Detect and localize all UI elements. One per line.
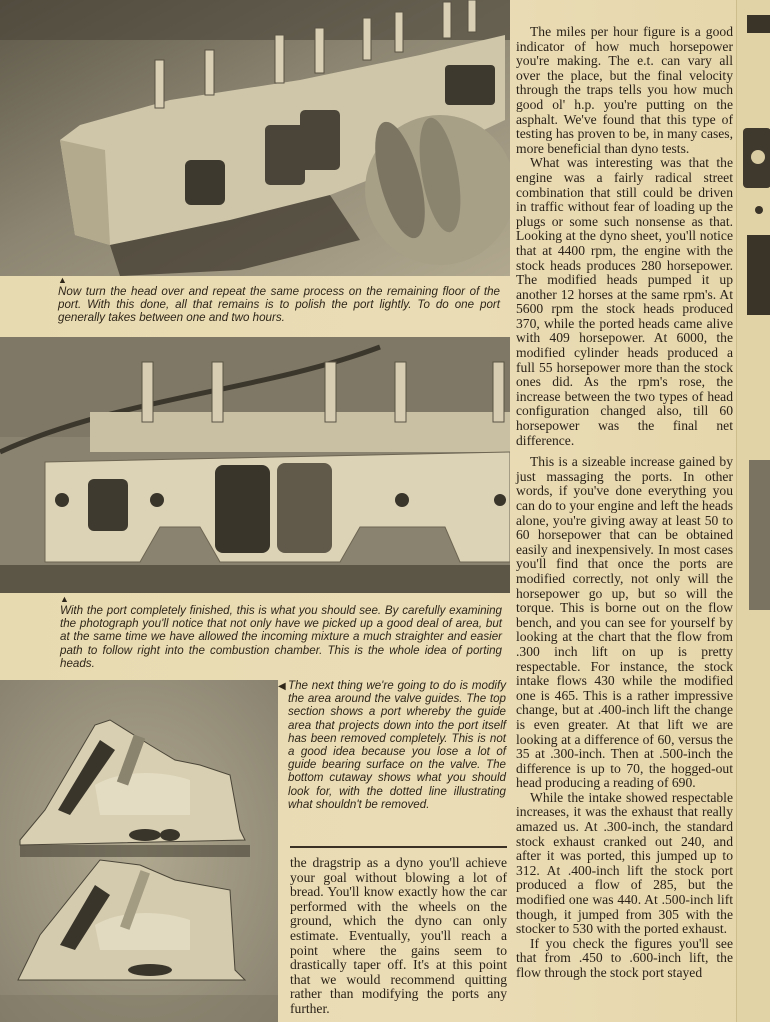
photo-cylinder-head-port-face: [0, 337, 510, 593]
photo-caption-1: [58, 276, 500, 325]
caption-text: The next thing we're going to do is modify the area around the valve guides. The top section shows a port whereby the guide area that projects down into the port itself has been removed completely. This is not a good idea because you lose a lot of guide bearing surface on the valve. The bottom cutaway shows what you should look for, with the dotted line illustrating what shouldn't be removed.: [288, 679, 506, 811]
body-column-middle: [290, 856, 507, 1017]
body-paragraph: the dragstrip as a dyno you'll achieve your goal without blowing a lot of bread. You'll know exactly how the car performed with the wheels on the ground, which the dyno can only estimate. Eventually, you'll reach a point where the gains seem to drastically taper off. It's at this point that we would recommend quitting rather than modifying the ports any further.: [290, 855, 507, 1016]
body-column-right: [516, 25, 733, 981]
adjacent-page-graphic: [747, 15, 770, 33]
body-paragraph: This is a sizeable increase gained by just massaging the ports. In other words, if you've done everything you can do to your engine and left the heads alone, you're giving away at least 50 to 60 horsepower that can be obtained easily and inexpensively. In most cases you'll find that once the ports are modified correctly, not only will the horsepower go up, but so will the torque. This is borne out on the flow bench, and you can see for yourself by looking at the chart that the flow from .300 inch lift on up is pretty respectable. For instance, the stock intake flows 430 while the modified one is 465. This is a rather impressive change, but at .400-inch lift the change is even greater. At that lift we are looking at a difference of 60, versus the 35 at .300-inch. Then at .500-inch the difference is up to 70, the hogged-out head producing a reading of 690.: [516, 454, 733, 791]
caption-divider: [290, 846, 507, 848]
up-pointer-icon: ▲: [60, 594, 69, 604]
left-pointer-icon: ◀: [278, 681, 286, 692]
adjacent-page-graphic: [751, 150, 765, 164]
photo-caption-2: [60, 595, 502, 670]
photo-caption-3: [278, 679, 506, 811]
body-paragraph: The miles per hour figure is a good indicator of how much horsepower you're making. The e.t. can vary all over the place, but the final velocity through the traps tells you how much good ol' h.p. you're putting on the asphalt. We've found that this type of testing has proven to be, in many cases, more beneficial than dyno tests.: [516, 24, 733, 156]
caption-text: With the port completely finished, this is what you should see. By carefully examining the photograph you'll notice that not only have we picked up a good deal of area, but at the same time we have allowed the incoming mixture a much straighter and easier path to follow right into the combustion chamber. This is the whole idea of porting heads.: [60, 604, 502, 670]
adjacent-page-photo: [749, 460, 770, 610]
adjacent-page-graphic: [755, 206, 763, 214]
body-paragraph: What was interesting was that the engine was a fairly radical street combination that still could be driven in traffic without fear of loading up the plugs or some such nonsense as that. Looking at the dyno sheet, you'll notice that at 4400 rpm, the engine with the stock heads produces 280 horsepower. The modified heads pumped it up another 12 horses at the same rpm's. At 5600 rpm the stock heads produced 370, while the ported heads came alive with 409 horsepower. At 6000, the modified cylinder heads produced a full 55 horsepower more than the stock ones did. As the rpm's rose, the increase between the two types of head configuration changed also, till 60 horsepower was the final net difference.: [516, 155, 733, 448]
photo-cylinder-head-angled: [0, 0, 510, 276]
adjacent-page-edge: [736, 0, 770, 1022]
caption-text: Now turn the head over and repeat the same process on the remaining floor of the port. With this done, all that remains is to polish the port lightly. To do one port generally takes between one and two hours.: [58, 285, 500, 325]
photo-cutaway-sections: [0, 680, 278, 1022]
up-pointer-icon: ▲: [58, 275, 67, 285]
body-paragraph: If you check the figures you'll see that from .450 to .600-inch lift, the flow through the stock port stayed: [516, 935, 733, 980]
body-paragraph: While the intake showed respectable increases, it was the exhaust that really amazed us. At .300-inch, the standard stock exhaust cranked out 240, and after it was ported, this jumped up to 312. At .400-inch lift the stock port produced a flow of 285, but the modified one was 440. At .500-inch lift though, it jumped from 305 with the stocker to 530 with the ported exhaust.: [516, 789, 733, 937]
adjacent-page-graphic: [747, 235, 770, 315]
